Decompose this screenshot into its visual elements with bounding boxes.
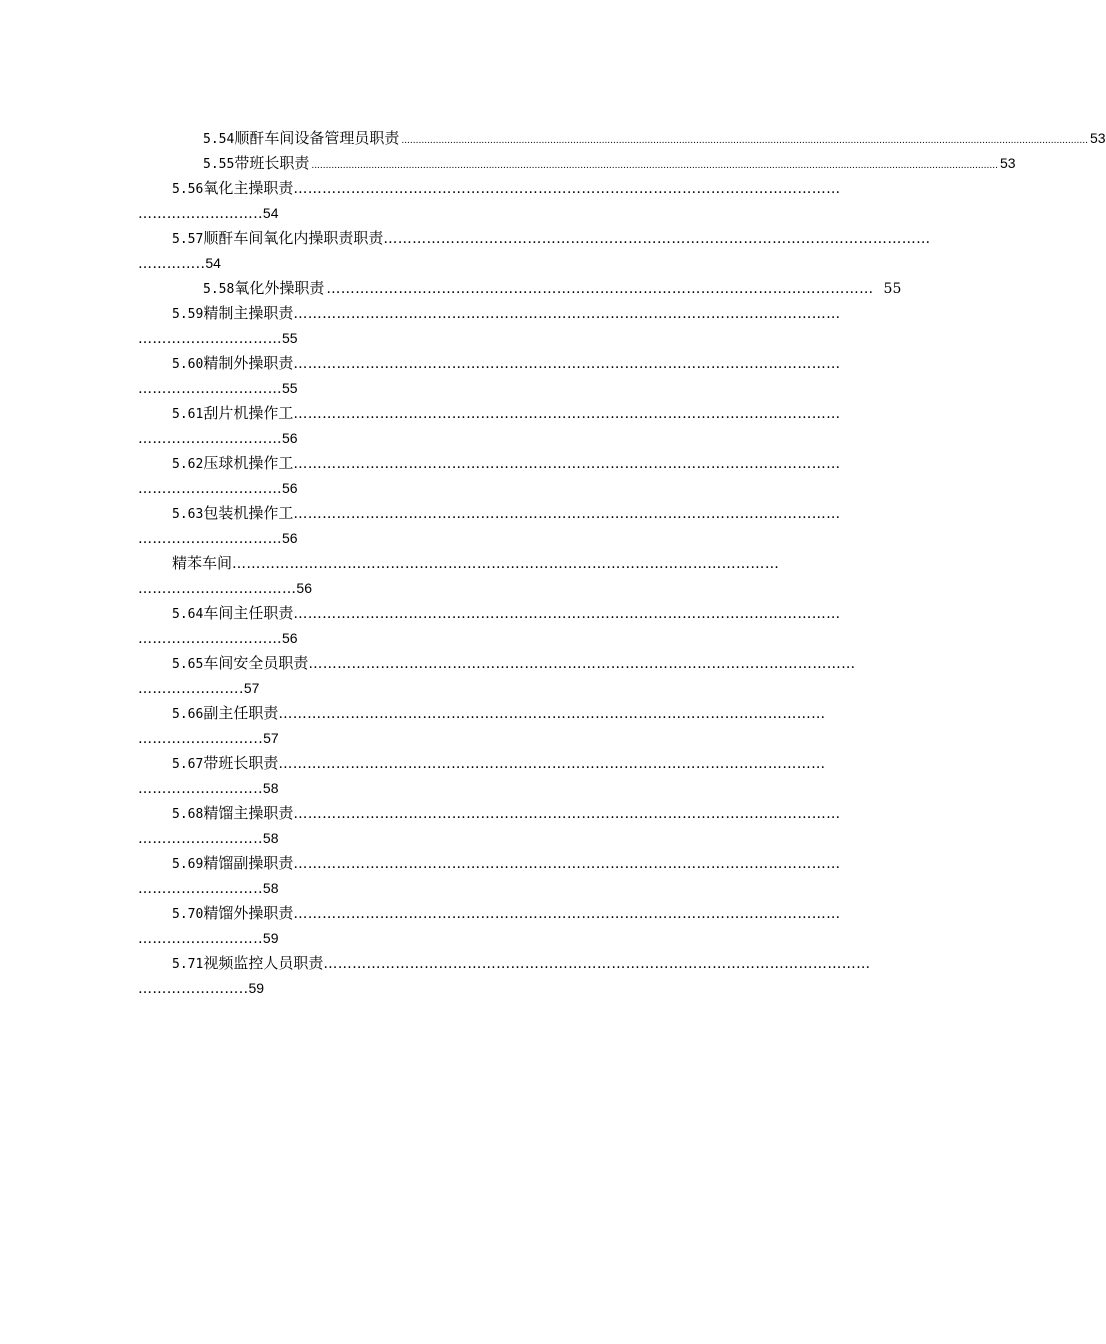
toc-section-title: 精苯车间	[172, 554, 233, 572]
toc-entry-page: 58	[262, 830, 279, 846]
toc-entry-title: 顺酐车间设备管理员职责	[234, 129, 400, 147]
toc-entry-page: 54	[205, 255, 221, 271]
dot-leader: ……………………………………………………………………………………………………	[293, 306, 841, 322]
toc-entry-title: 车间主任职责	[203, 604, 294, 622]
dot-leader: ……………………..	[138, 931, 263, 947]
toc-entry-page: 56	[282, 480, 298, 496]
toc-entry-title: 带班长职责	[203, 754, 279, 772]
toc-entry-title: 氧化主操职责	[203, 179, 294, 197]
dot-leader: …………..	[138, 256, 206, 272]
dot-leader: ……………………………	[138, 581, 297, 597]
toc-entry-number: 5.65	[172, 657, 204, 672]
dot-leader: …………………………	[138, 631, 282, 647]
dot-leader: ……………………………………………………………………………………………………	[323, 956, 871, 972]
toc-entry-number: 5.59	[172, 307, 204, 322]
dot-leader: …………………………	[138, 331, 282, 347]
toc-entry-title: 顺酐车间氧化内操职责职责	[203, 229, 384, 247]
toc-entry-number: 5.56	[172, 182, 204, 197]
dot-leader: ……………………………………………………………………………………………………	[293, 406, 841, 422]
toc-entry-continuation	[138, 251, 838, 276]
toc-entry[interactable]	[138, 701, 838, 726]
toc-entry-continuation	[138, 526, 838, 551]
dot-leader: ………...……….	[138, 681, 244, 697]
toc-entry-continuation	[138, 976, 838, 1001]
toc-entry-number: 5.71	[172, 957, 204, 972]
dot-leader: …………………………	[138, 431, 282, 447]
toc-entry[interactable]	[138, 451, 841, 476]
dot-leader: …………………………	[138, 531, 282, 547]
dot-leader: ……………………………………………………………………………………………………	[293, 906, 841, 922]
toc-entry[interactable]	[138, 301, 841, 326]
toc-entry[interactable]	[138, 851, 841, 876]
toc-entry[interactable]	[138, 601, 841, 626]
toc-entry-page: 59	[248, 980, 265, 996]
toc-entry-number: 5.54	[203, 132, 235, 147]
toc-entry-page: 57	[243, 680, 260, 696]
toc-section-heading[interactable]	[138, 551, 838, 576]
dot-leader: ……………………………………………………………………………………………………	[308, 656, 856, 672]
dot-leader: ……………………………………………………………………………………………………	[293, 456, 841, 472]
toc-entry-continuation	[138, 476, 838, 501]
toc-entry[interactable]	[138, 501, 841, 526]
dot-leader: ……………………………………………………………………………………………………	[278, 706, 826, 722]
toc-entry-continuation	[138, 201, 838, 226]
dot-leader: ……………………………………………………………………………………………………	[293, 356, 841, 372]
toc-entry-continuation	[138, 826, 838, 851]
toc-entry-title: 车间安全员职责	[203, 654, 309, 672]
toc-entry-page: 54	[262, 205, 279, 221]
toc-entry-continuation	[138, 726, 838, 751]
toc-entry-title: 视频监控人员职责	[203, 954, 324, 972]
table-of-contents	[138, 126, 1106, 1001]
toc-entry-page: 59	[262, 930, 279, 946]
toc-entry-continuation	[138, 776, 838, 801]
toc-entry-page: 53	[1089, 130, 1106, 146]
dot-leader: ................................................................................................................................................................................................................................................	[311, 161, 998, 171]
toc-entry-number: 5.62	[172, 457, 204, 472]
toc-entry[interactable]	[138, 401, 841, 426]
toc-entry[interactable]	[138, 901, 841, 926]
toc-entry-page: 56	[282, 530, 298, 546]
dot-leader: ……………………………………………………………………………………………………	[293, 506, 841, 522]
dot-leader: ……………………………………………………………………………………………………	[293, 806, 841, 822]
toc-entry-number: 5.69	[172, 857, 204, 872]
toc-entry[interactable]	[138, 151, 1016, 176]
toc-entry-number: 5.60	[172, 357, 204, 372]
toc-entry-title: 精馏主操职责	[203, 804, 294, 822]
dot-leader: …………………..	[138, 981, 249, 997]
toc-entry-page: 56	[282, 630, 298, 646]
toc-entry[interactable]	[138, 751, 838, 776]
toc-entry-title: 氧化外操职责	[234, 279, 325, 297]
toc-entry-number: 5.57	[172, 232, 204, 247]
toc-entry-title: 精制外操职责	[203, 354, 294, 372]
toc-entry-number: 5.55	[203, 157, 235, 172]
toc-entry-number: 5.67	[172, 757, 204, 772]
toc-entry[interactable]	[138, 801, 841, 826]
dot-leader: ……………………………………………………………………………………………………	[326, 281, 874, 297]
toc-entry-continuation	[138, 376, 838, 401]
toc-entry[interactable]	[138, 226, 931, 251]
toc-entry-continuation	[138, 626, 838, 651]
toc-entry-continuation	[138, 926, 838, 951]
toc-entry-continuation	[138, 576, 838, 601]
toc-entry-page: 55	[883, 281, 902, 297]
toc-entry-number: 5.63	[172, 507, 204, 522]
toc-entry-title: 精馏副操职责	[203, 854, 294, 872]
toc-entry-number: 5.66	[172, 707, 204, 722]
toc-entry-continuation	[138, 676, 838, 701]
toc-entry-title: 精馏外操职责	[203, 904, 294, 922]
toc-entry[interactable]	[138, 276, 902, 301]
dot-leader: ……………………..	[138, 206, 263, 222]
toc-entry-title: 压球机操作工	[203, 454, 294, 472]
toc-entry[interactable]	[138, 176, 841, 201]
toc-entry-title: 副主任职责	[203, 704, 279, 722]
toc-entry[interactable]	[138, 351, 841, 376]
toc-entry[interactable]	[138, 951, 871, 976]
toc-entry-page: 55	[282, 380, 298, 396]
toc-entry-page: 53	[999, 155, 1016, 171]
toc-entry-title: 精制主操职责	[203, 304, 294, 322]
toc-entry-page: 56	[296, 580, 312, 596]
toc-entry-page: 55	[282, 330, 298, 346]
toc-entry-number: 5.61	[172, 407, 204, 422]
toc-entry-number: 5.64	[172, 607, 204, 622]
dot-leader: ……………………..	[138, 881, 263, 897]
dot-leader: ……………………………………………………………………………………………………	[383, 231, 931, 247]
dot-leader: ................................................................................................................................................................................................................................................	[401, 136, 1088, 146]
toc-entry-page: 58	[262, 880, 279, 896]
dot-leader: ……………………………………………………………………………………………………	[293, 606, 841, 622]
toc-entry-number: 5.70	[172, 907, 204, 922]
dot-leader: ……………………………………………………………………………………………………	[293, 181, 841, 197]
toc-entry-page: 58	[262, 780, 279, 796]
toc-entry-number: 5.58	[203, 282, 235, 297]
dot-leader: ……………………………………………………………………………………………………	[232, 556, 780, 572]
toc-entry-number: 5.68	[172, 807, 204, 822]
toc-entry-continuation	[138, 326, 838, 351]
dot-leader: ……………………………………………………………………………………………………	[278, 756, 826, 772]
toc-entry[interactable]	[138, 651, 856, 676]
dot-leader: ……………………………………………………………………………………………………	[293, 856, 841, 872]
dot-leader: ………………..…...	[138, 731, 264, 747]
toc-entry-title: 带班长职责	[234, 154, 310, 172]
dot-leader: ……………………..	[138, 831, 263, 847]
toc-entry-continuation	[138, 426, 838, 451]
toc-entry-title: 包装机操作工	[203, 504, 294, 522]
toc-entry-page: 57	[263, 730, 279, 746]
toc-entry-continuation	[138, 876, 838, 901]
dot-leader: ……………………..	[138, 781, 263, 797]
toc-entry-title: 刮片机操作工	[203, 404, 294, 422]
dot-leader: …………………………	[138, 381, 282, 397]
toc-entry-page: 56	[282, 430, 298, 446]
dot-leader: …………………………	[138, 481, 282, 497]
toc-entry[interactable]	[138, 126, 1106, 151]
